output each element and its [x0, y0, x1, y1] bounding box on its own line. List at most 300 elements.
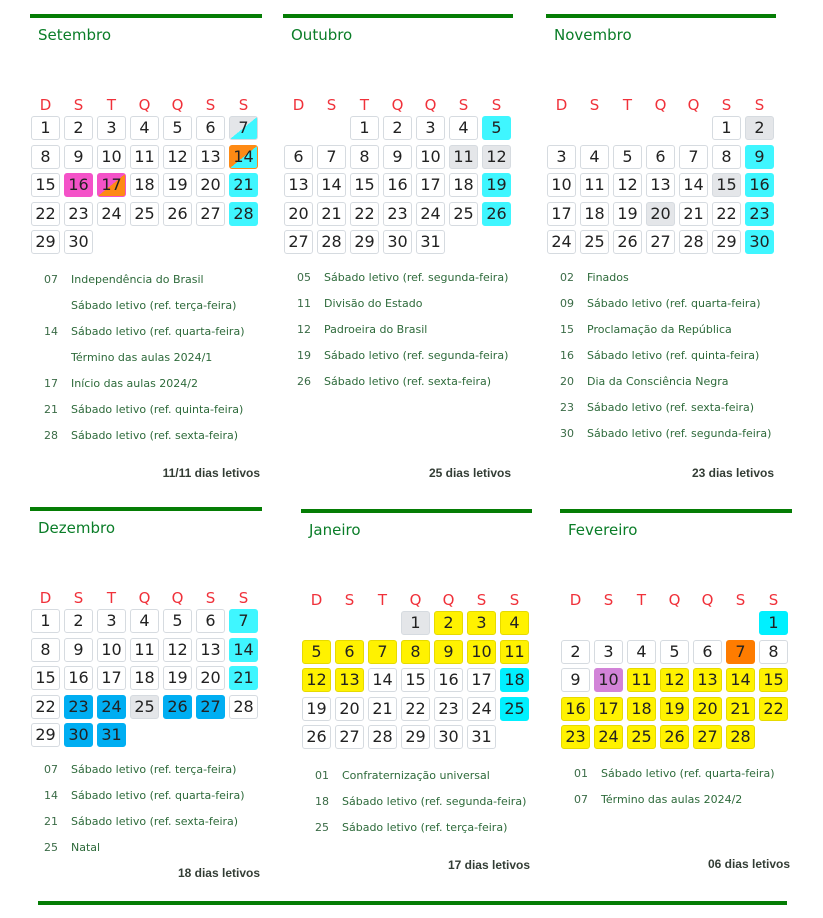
day-cell[interactable] [482, 145, 511, 169]
day-cell[interactable] [726, 668, 755, 692]
day-number: 12 [617, 175, 638, 195]
day-cell[interactable] [547, 145, 576, 169]
day-cell[interactable] [383, 145, 412, 169]
day-cell[interactable] [745, 145, 774, 169]
day-cell[interactable] [401, 640, 430, 664]
day-cell[interactable] [627, 640, 656, 664]
day-number: 9 [73, 146, 84, 166]
day-cell[interactable] [64, 202, 93, 226]
day-cell[interactable] [500, 611, 529, 635]
day-number: 15 [35, 668, 56, 688]
day-cell[interactable] [302, 697, 331, 721]
day-cell[interactable] [130, 202, 159, 226]
day-number: 19 [617, 203, 638, 223]
weekday-label: S [344, 591, 355, 609]
month-title: Fevereiro [568, 521, 638, 539]
day-cell[interactable] [646, 145, 675, 169]
day-cell[interactable] [712, 202, 741, 226]
day-cell[interactable] [482, 173, 511, 197]
day-cell[interactable] [712, 230, 741, 254]
day-cell[interactable] [31, 638, 60, 662]
day-cell[interactable] [547, 230, 576, 254]
weekday-label: T [636, 591, 647, 609]
day-cell[interactable] [726, 725, 755, 749]
day-number: 30 [68, 232, 89, 252]
day-cell[interactable] [196, 666, 225, 690]
day-cell[interactable] [302, 668, 331, 692]
day-cell[interactable] [31, 202, 60, 226]
day-cell[interactable] [97, 116, 126, 140]
day-cell[interactable] [613, 230, 642, 254]
day-cell[interactable] [31, 695, 60, 719]
day-cell[interactable] [284, 145, 313, 169]
day-cell[interactable] [416, 230, 445, 254]
event-description: Sábado letivo (ref. quarta-feira) [71, 789, 245, 802]
day-number: 15 [716, 175, 737, 195]
day-cell[interactable] [613, 173, 642, 197]
day-cell[interactable] [335, 640, 364, 664]
day-cell[interactable] [302, 640, 331, 664]
empty-cell [679, 116, 708, 140]
day-cell[interactable] [745, 116, 774, 140]
day-number: 1 [40, 611, 51, 630]
day-cell[interactable] [416, 202, 445, 226]
day-number: 30 [438, 727, 459, 747]
day-cell[interactable] [449, 202, 478, 226]
day-cell[interactable] [196, 695, 225, 719]
day-number: 10 [101, 146, 122, 166]
weekday-label: S [73, 589, 84, 607]
weekday-label: Q [668, 591, 681, 609]
day-cell[interactable] [434, 697, 463, 721]
day-cell[interactable] [500, 697, 529, 721]
day-number: 4 [139, 118, 150, 137]
day-cell[interactable] [627, 668, 656, 692]
day-cell[interactable] [335, 697, 364, 721]
day-cell[interactable] [229, 116, 258, 140]
day-number: 13 [339, 670, 360, 690]
event-day: 12 [297, 323, 311, 336]
event-item [44, 376, 262, 402]
event-description: Início das aulas 2024/2 [71, 377, 198, 390]
day-cell[interactable] [434, 725, 463, 749]
day-cell[interactable] [368, 697, 397, 721]
day-cell[interactable] [726, 697, 755, 721]
event-description: Sábado letivo (ref. segunda-feira) [324, 349, 509, 362]
day-cell[interactable] [317, 202, 346, 226]
day-cell[interactable] [97, 666, 126, 690]
day-cell[interactable] [745, 173, 774, 197]
day-cell[interactable] [416, 145, 445, 169]
day-cell[interactable] [350, 145, 379, 169]
event-item [560, 270, 776, 296]
day-cell[interactable] [64, 116, 93, 140]
day-cell[interactable] [759, 697, 788, 721]
event-description: Sábado letivo (ref. terça-feira) [71, 763, 237, 776]
day-cell[interactable] [416, 116, 445, 140]
event-day: 15 [560, 323, 574, 336]
day-number: 20 [288, 203, 309, 223]
day-cell[interactable] [64, 173, 93, 197]
day-number: 22 [716, 203, 737, 223]
day-number: 30 [68, 725, 89, 745]
day-cell[interactable] [500, 668, 529, 692]
empty-cell [547, 116, 576, 140]
event-list [301, 768, 532, 846]
day-cell[interactable] [31, 116, 60, 140]
event-day: 30 [560, 427, 574, 440]
day-number: 14 [233, 639, 254, 659]
empty-cell [302, 611, 331, 635]
event-description: Sábado letivo (ref. sexta-feira) [71, 429, 239, 442]
day-cell[interactable] [317, 173, 346, 197]
event-description: Sábado letivo (ref. terça-feira) [71, 299, 237, 312]
event-item [315, 794, 532, 820]
event-day: 09 [560, 297, 574, 310]
day-cell[interactable] [561, 640, 590, 664]
day-cell[interactable] [693, 668, 722, 692]
day-cell[interactable] [580, 230, 609, 254]
day-cell[interactable] [284, 173, 313, 197]
day-cell[interactable] [660, 668, 689, 692]
day-cell[interactable] [759, 668, 788, 692]
day-cell[interactable] [467, 725, 496, 749]
day-number: 29 [354, 232, 375, 252]
day-cell[interactable] [97, 638, 126, 662]
day-number: 16 [387, 175, 408, 195]
day-number: 8 [768, 641, 779, 661]
day-number: 25 [453, 203, 474, 223]
event-day: 23 [560, 401, 574, 414]
day-number: 1 [721, 118, 732, 137]
event-description: Sábado letivo (ref. sexta-feira) [587, 401, 755, 414]
weekday-header-row [560, 589, 792, 611]
event-item [297, 322, 513, 348]
day-cell[interactable] [383, 116, 412, 140]
empty-cell [317, 116, 346, 140]
day-cell[interactable] [130, 145, 159, 169]
day-number: 25 [631, 727, 652, 747]
day-cell[interactable] [561, 725, 590, 749]
event-item [560, 400, 776, 426]
day-cell[interactable] [500, 640, 529, 664]
day-number: 24 [101, 203, 122, 223]
event-description: Término das aulas 2024/2 [601, 793, 743, 806]
day-cell[interactable] [580, 202, 609, 226]
day-number: 27 [697, 727, 718, 747]
day-cell[interactable] [646, 202, 675, 226]
day-cell[interactable] [335, 668, 364, 692]
day-cell[interactable] [302, 725, 331, 749]
day-number: 3 [603, 641, 614, 661]
day-cell[interactable] [646, 173, 675, 197]
day-number: 11 [134, 146, 155, 166]
day-number: 4 [458, 118, 469, 137]
day-number: 9 [754, 146, 765, 166]
day-cell[interactable] [97, 723, 126, 747]
weekday-label: D [555, 96, 568, 114]
month-header-bar [30, 507, 262, 511]
day-cell[interactable] [594, 725, 623, 749]
day-cell[interactable] [482, 116, 511, 140]
day-cell[interactable] [350, 173, 379, 197]
empty-cell [726, 611, 755, 635]
day-number: 28 [683, 232, 704, 252]
empty-cell [627, 611, 656, 635]
day-cell[interactable] [97, 695, 126, 719]
event-item [44, 788, 262, 814]
day-cell[interactable] [163, 145, 192, 169]
day-cell[interactable] [229, 609, 258, 633]
day-cell[interactable] [416, 173, 445, 197]
day-cell[interactable] [229, 202, 258, 226]
day-cell[interactable] [383, 173, 412, 197]
day-number: 23 [749, 203, 770, 223]
day-cell[interactable] [196, 638, 225, 662]
event-item [44, 298, 262, 324]
weekday-label: S [238, 96, 249, 114]
day-cell[interactable] [163, 609, 192, 633]
event-item [297, 374, 513, 400]
day-cell[interactable] [693, 640, 722, 664]
empty-cell [594, 611, 623, 635]
day-cell[interactable] [229, 666, 258, 690]
day-cell[interactable] [350, 230, 379, 254]
event-description: Confraternização universal [342, 769, 490, 782]
month-outubro [283, 14, 513, 480]
day-cell[interactable] [64, 723, 93, 747]
event-description: Sábado letivo (ref. quarta-feira) [71, 325, 245, 338]
day-cell[interactable] [335, 725, 364, 749]
day-cell[interactable] [229, 173, 258, 197]
day-cell[interactable] [130, 609, 159, 633]
day-grid [30, 116, 262, 254]
day-cell[interactable] [679, 230, 708, 254]
day-cell[interactable] [547, 202, 576, 226]
day-cell[interactable] [660, 697, 689, 721]
day-cell[interactable] [317, 145, 346, 169]
day-cell[interactable] [434, 668, 463, 692]
empty-cell [284, 116, 313, 140]
event-description: Sábado letivo (ref. quarta-feira) [587, 297, 761, 310]
month-title: Novembro [554, 26, 632, 44]
event-description: Sábado letivo (ref. sexta-feira) [71, 815, 239, 828]
day-cell[interactable] [383, 202, 412, 226]
month-header-bar [301, 509, 532, 513]
day-cell[interactable] [284, 202, 313, 226]
day-cell[interactable] [97, 202, 126, 226]
day-cell[interactable] [64, 666, 93, 690]
day-cell[interactable] [467, 611, 496, 635]
day-cell[interactable] [580, 173, 609, 197]
day-cell[interactable] [196, 116, 225, 140]
day-cell[interactable] [449, 173, 478, 197]
day-cell[interactable] [130, 173, 159, 197]
school-days-total: 18 dias letivos [177, 866, 260, 880]
day-number: 13 [650, 175, 671, 195]
day-cell[interactable] [64, 230, 93, 254]
day-cell[interactable] [130, 116, 159, 140]
day-cell[interactable] [712, 116, 741, 140]
day-number: 3 [556, 146, 567, 166]
day-cell[interactable] [350, 116, 379, 140]
day-cell[interactable] [561, 668, 590, 692]
day-number: 26 [486, 203, 507, 223]
day-cell[interactable] [196, 145, 225, 169]
day-cell[interactable] [594, 668, 623, 692]
event-item [560, 322, 776, 348]
day-cell[interactable] [434, 640, 463, 664]
day-number: 29 [35, 725, 56, 745]
month-janeiro [301, 509, 532, 872]
day-cell[interactable] [580, 145, 609, 169]
day-cell[interactable] [196, 609, 225, 633]
day-cell[interactable] [679, 145, 708, 169]
day-cell[interactable] [594, 697, 623, 721]
day-cell[interactable] [97, 609, 126, 633]
day-cell[interactable] [449, 116, 478, 140]
month-title: Setembro [38, 26, 112, 44]
event-day: 11 [297, 297, 311, 310]
day-cell[interactable] [745, 202, 774, 226]
weekday-label: Q [171, 96, 184, 114]
day-number: 12 [167, 639, 188, 659]
day-cell[interactable] [97, 145, 126, 169]
day-cell[interactable] [759, 611, 788, 635]
day-cell[interactable] [284, 230, 313, 254]
day-number: 2 [73, 118, 84, 137]
event-item [44, 762, 262, 788]
day-cell[interactable] [229, 695, 258, 719]
day-cell[interactable] [693, 697, 722, 721]
day-cell[interactable] [467, 697, 496, 721]
day-cell[interactable] [64, 638, 93, 662]
day-cell[interactable] [660, 640, 689, 664]
day-number: 11 [504, 641, 525, 661]
day-number: 28 [730, 727, 751, 747]
weekday-label: Q [654, 96, 667, 114]
day-cell[interactable] [64, 145, 93, 169]
day-number: 10 [420, 146, 441, 166]
day-number: 16 [438, 670, 459, 690]
day-number: 21 [233, 175, 254, 195]
day-cell[interactable] [31, 173, 60, 197]
day-cell[interactable] [467, 640, 496, 664]
empty-cell [660, 611, 689, 635]
day-number: 11 [631, 670, 652, 690]
day-number: 6 [702, 641, 713, 661]
day-cell[interactable] [163, 638, 192, 662]
day-number: 15 [405, 670, 426, 690]
day-number: 8 [40, 146, 51, 166]
event-description: Dia da Consciência Negra [587, 375, 729, 388]
day-cell[interactable] [229, 638, 258, 662]
school-days-total: 17 dias letivos [447, 858, 530, 872]
day-number: 11 [453, 146, 474, 166]
day-cell[interactable] [434, 611, 463, 635]
day-cell[interactable] [64, 609, 93, 633]
month-dezembro [30, 507, 262, 880]
day-number: 23 [68, 696, 89, 716]
day-cell[interactable] [31, 609, 60, 633]
day-cell[interactable] [613, 145, 642, 169]
event-day: 01 [574, 767, 588, 780]
day-cell[interactable] [31, 145, 60, 169]
day-cell[interactable] [627, 725, 656, 749]
day-cell[interactable] [712, 173, 741, 197]
event-description: Sábado letivo (ref. quinta-feira) [587, 349, 760, 362]
day-cell[interactable] [467, 668, 496, 692]
day-cell[interactable] [31, 723, 60, 747]
day-cell[interactable] [229, 145, 258, 169]
day-cell[interactable] [547, 173, 576, 197]
day-cell[interactable] [759, 640, 788, 664]
day-cell[interactable] [317, 230, 346, 254]
day-number: 24 [598, 727, 619, 747]
day-number: 31 [101, 725, 122, 745]
day-cell[interactable] [163, 695, 192, 719]
day-cell[interactable] [163, 666, 192, 690]
day-cell[interactable] [350, 202, 379, 226]
day-cell[interactable] [679, 202, 708, 226]
empty-cell [646, 116, 675, 140]
day-cell[interactable] [163, 202, 192, 226]
day-cell[interactable] [726, 640, 755, 664]
day-number: 18 [631, 698, 652, 718]
weekday-label: T [106, 96, 117, 114]
day-number: 17 [101, 668, 122, 688]
day-cell[interactable] [196, 173, 225, 197]
day-cell[interactable] [693, 725, 722, 749]
day-cell[interactable] [594, 640, 623, 664]
day-cell[interactable] [130, 666, 159, 690]
day-cell[interactable] [482, 202, 511, 226]
day-number: 20 [697, 698, 718, 718]
empty-cell [613, 116, 642, 140]
day-cell[interactable] [31, 230, 60, 254]
day-cell[interactable] [660, 725, 689, 749]
day-cell[interactable] [31, 666, 60, 690]
day-cell[interactable] [130, 638, 159, 662]
day-cell[interactable] [745, 230, 774, 254]
day-cell[interactable] [383, 230, 412, 254]
day-cell[interactable] [196, 202, 225, 226]
day-cell[interactable] [401, 668, 430, 692]
day-cell[interactable] [613, 202, 642, 226]
day-number: 14 [321, 175, 342, 195]
day-cell[interactable] [130, 695, 159, 719]
day-cell[interactable] [163, 116, 192, 140]
day-cell[interactable] [561, 697, 590, 721]
day-cell[interactable] [368, 640, 397, 664]
day-cell[interactable] [97, 173, 126, 197]
day-cell[interactable] [368, 668, 397, 692]
day-cell[interactable] [627, 697, 656, 721]
day-cell[interactable] [163, 173, 192, 197]
day-number: 10 [598, 670, 619, 690]
day-cell[interactable] [368, 725, 397, 749]
day-cell[interactable] [712, 145, 741, 169]
day-cell[interactable] [64, 695, 93, 719]
day-number: 31 [420, 232, 441, 252]
day-cell[interactable] [401, 611, 430, 635]
day-cell[interactable] [449, 145, 478, 169]
day-cell[interactable] [401, 725, 430, 749]
weekday-label: Q [391, 96, 404, 114]
day-cell[interactable] [646, 230, 675, 254]
day-cell[interactable] [679, 173, 708, 197]
day-cell[interactable] [401, 697, 430, 721]
